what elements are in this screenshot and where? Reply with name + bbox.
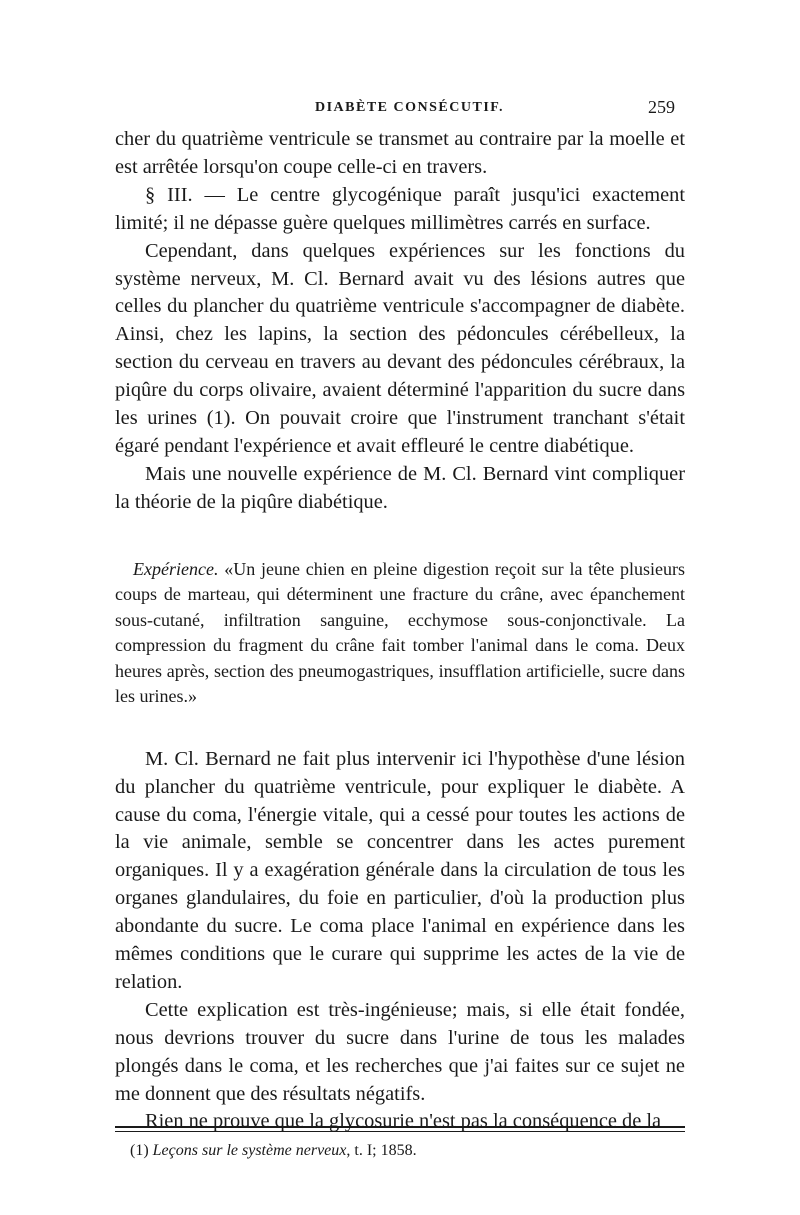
paragraph-3: Cependant, dans quelques expériences sur les fonctions du système nerveux, M. Cl. Bernard avait vu des lésions autres que celles du plancher du quatrième ventricule s'accompagner de diabète. Ainsi, chez les lapins, la section des pédoncules cérébelleux, la section du cerveau en travers au devant des pédoncules cérébraux, la piqûre du corps olivaire, avaient déterminé l'apparition du sucre dans les urines (1). On pouvait croire que l'instrument tranchant s'était égaré pendant l'expérience et avait effleuré le centre diabétique. <box>115 239 685 457</box>
page-number: 259 <box>648 97 675 117</box>
footnote <box>130 1142 417 1160</box>
footnote-title: Leçons sur le système nerveux <box>152 1142 347 1159</box>
quote-label: Expérience. <box>133 558 219 579</box>
paragraph-1: cher du quatrième ventricule se transmet au contraire par la moelle et est arrêtée lorsqu'on coupe celle-ci en travers. <box>115 128 685 178</box>
footnote-rule <box>115 1126 685 1128</box>
page-header <box>115 96 685 126</box>
main-text-continued <box>115 746 685 1137</box>
paragraph-5: M. Cl. Bernard ne fait plus intervenir ici l'hypothèse d'une lésion du plancher du quatrième ventricule, pour expliquer le diabète. A cause du coma, l'énergie vitale, qui a cessé pour toutes les actions de la vie animale, semble se concentrer dans les actes purement organiques. Il y a exagération générale dans la circulation de tous les organes glandulaires, du foie en particulier, d'où la production plus abondante du sucre. Le coma place l'animal en expérience dans les mêmes conditions que le curare qui supprime les actes de la vie de relation. <box>115 747 685 993</box>
footnote-marker: (1) <box>130 1142 149 1159</box>
running-title: DIABÈTE CONSÉCUTIF. <box>315 100 505 115</box>
experience-quote <box>115 557 685 710</box>
paragraph-4: Mais une nouvelle expérience de M. Cl. Bernard vint compliquer la théorie de la piqûre diabétique. <box>115 462 685 513</box>
paragraph-6: Cette explication est très-ingénieuse; mais, si elle était fondée, nous devrions trouver du sucre dans l'urine de tous les malades plongés dans le coma, et les recherches que j'ai faites sur ce sujet ne me donnent que des résultats négatifs. <box>115 998 685 1105</box>
footnote-rule-thin <box>115 1131 685 1132</box>
paragraph-section-3: § III. — Le centre glycogénique paraît jusqu'ici exactement limité; il ne dépasse guère quelques millimètres carrés en surface. <box>115 183 685 234</box>
paragraph-7: Rien ne prouve que la glycosurie n'est pas la conséquence de la <box>145 1110 662 1133</box>
book-page <box>115 96 685 1136</box>
quote-text: «Un jeune chien en pleine digestion reçoit sur la tête plusieurs coups de marteau, qui déterminent une fracture du crâne, avec épanchement sous-cutané, infiltration sanguine, ecchymose sous-conjonctivale. La compression du fragment du crâne fait tomber l'animal dans le coma. Deux heures après, section des pneumogastriques, insufflation artificielle, sucre dans les urines.» <box>115 558 685 707</box>
footnote-rest: , t. I; 1858. <box>346 1142 417 1159</box>
main-text <box>115 126 685 517</box>
